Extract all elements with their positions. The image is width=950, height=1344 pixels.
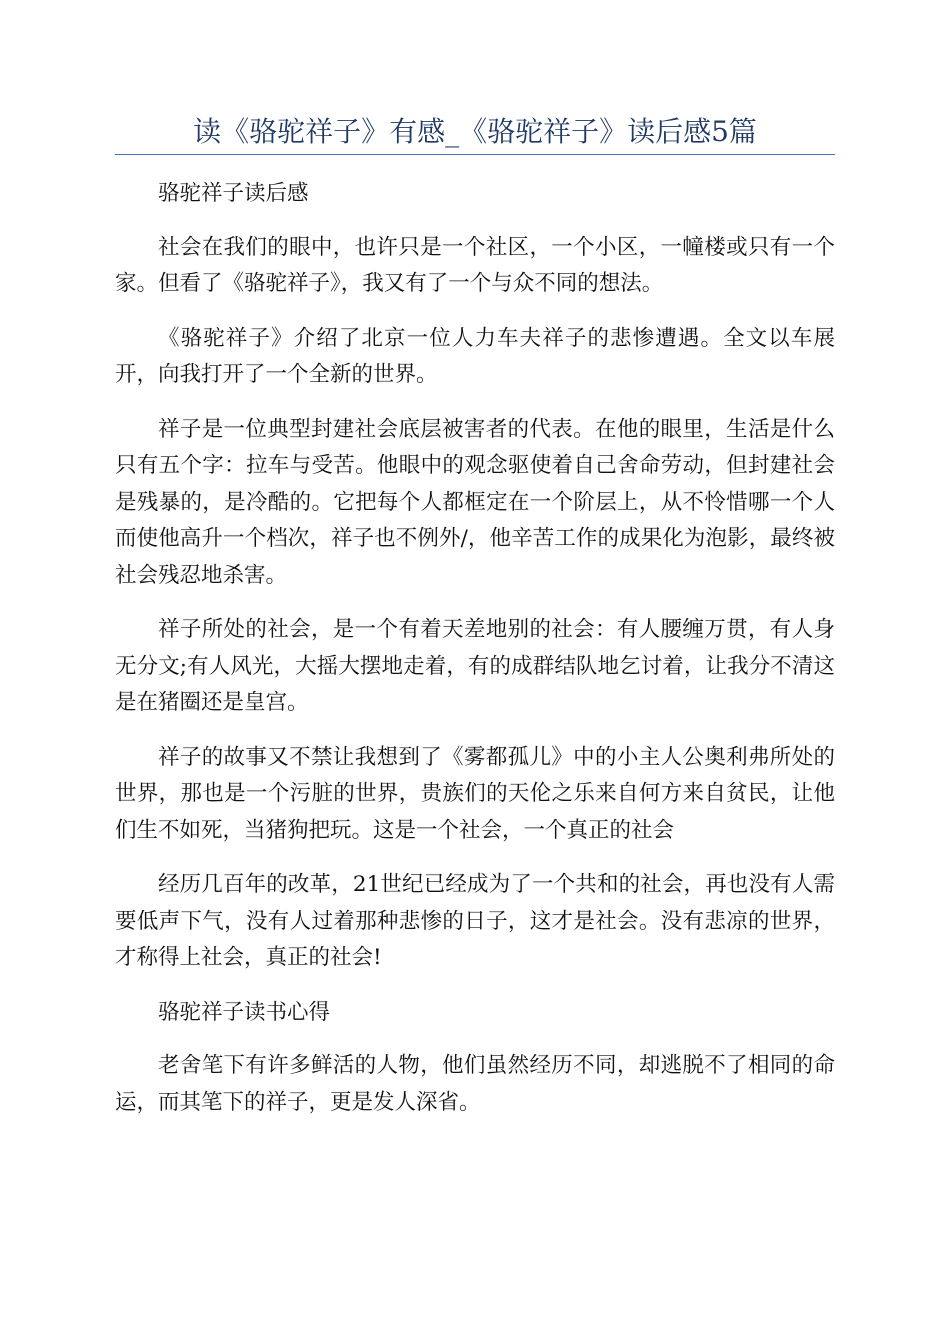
title-underline: [115, 154, 835, 155]
body-paragraph: 祥子是一位典型封建社会底层被害者的代表。在他的眼里，生活是什么只有五个字：拉车与受苦。他眼中的观念驱使着自己舍命劳动，但封建社会是残暴的，是冷酷的。它把每个人都框定在一个阶层上，从不怜惜哪一个人而使他高升一个档次，祥子也不例外/，他辛苦工作的成果化为泡影，最终被社会残忍地杀害。: [115, 416, 835, 588]
section-heading-review: 骆驼祥子读后感: [158, 181, 309, 206]
body-paragraph: 祥子所处的社会，是一个有着天差地别的社会：有人腰缠万贯，有人身无分文;有人风光，大摇大摆地走着，有的成群结队地乞讨着，让我分不清这是在猪圈还是皇宫。: [115, 617, 835, 715]
document-title: 读《骆驼祥子》有感_《骆驼祥子》读后感5篇: [193, 115, 757, 148]
body-paragraph: 经历几百年的改革，21世纪已经成为了一个共和的社会，再也没有人需要低声下气，没有人过着那种悲惨的日子，这才是社会。没有悲凉的世界，才称得上社会，真正的社会!: [115, 872, 835, 970]
body-paragraph: 老舍笔下有许多鲜活的人物，他们虽然经历不同，却逃脱不了相同的命运，而其笔下的祥子，更是发人深省。: [115, 1053, 835, 1115]
body-paragraph: 祥子的故事又不禁让我想到了《雾都孤儿》中的小主人公奥利弗所处的世界，那也是一个污脏的世界，贵族们的天伦之乐来自何方来自贫民，让他们生不如死，当猪狗把玩。这是一个社会，一个真正的社会: [115, 744, 835, 843]
document-body: [115, 176, 835, 1139]
body-paragraph: 《骆驼祥子》介绍了北京一位人力车夫祥子的悲惨遭遇。全文以车展开，向我打开了一个全新的世界。: [115, 325, 835, 387]
body-paragraph: 社会在我们的眼中，也许只是一个社区，一个小区，一幢楼或只有一个家。但看了《骆驼祥子》，我又有了一个与众不同的想法。: [115, 234, 835, 296]
section-heading-notes: 骆驼祥子读书心得: [158, 999, 331, 1025]
